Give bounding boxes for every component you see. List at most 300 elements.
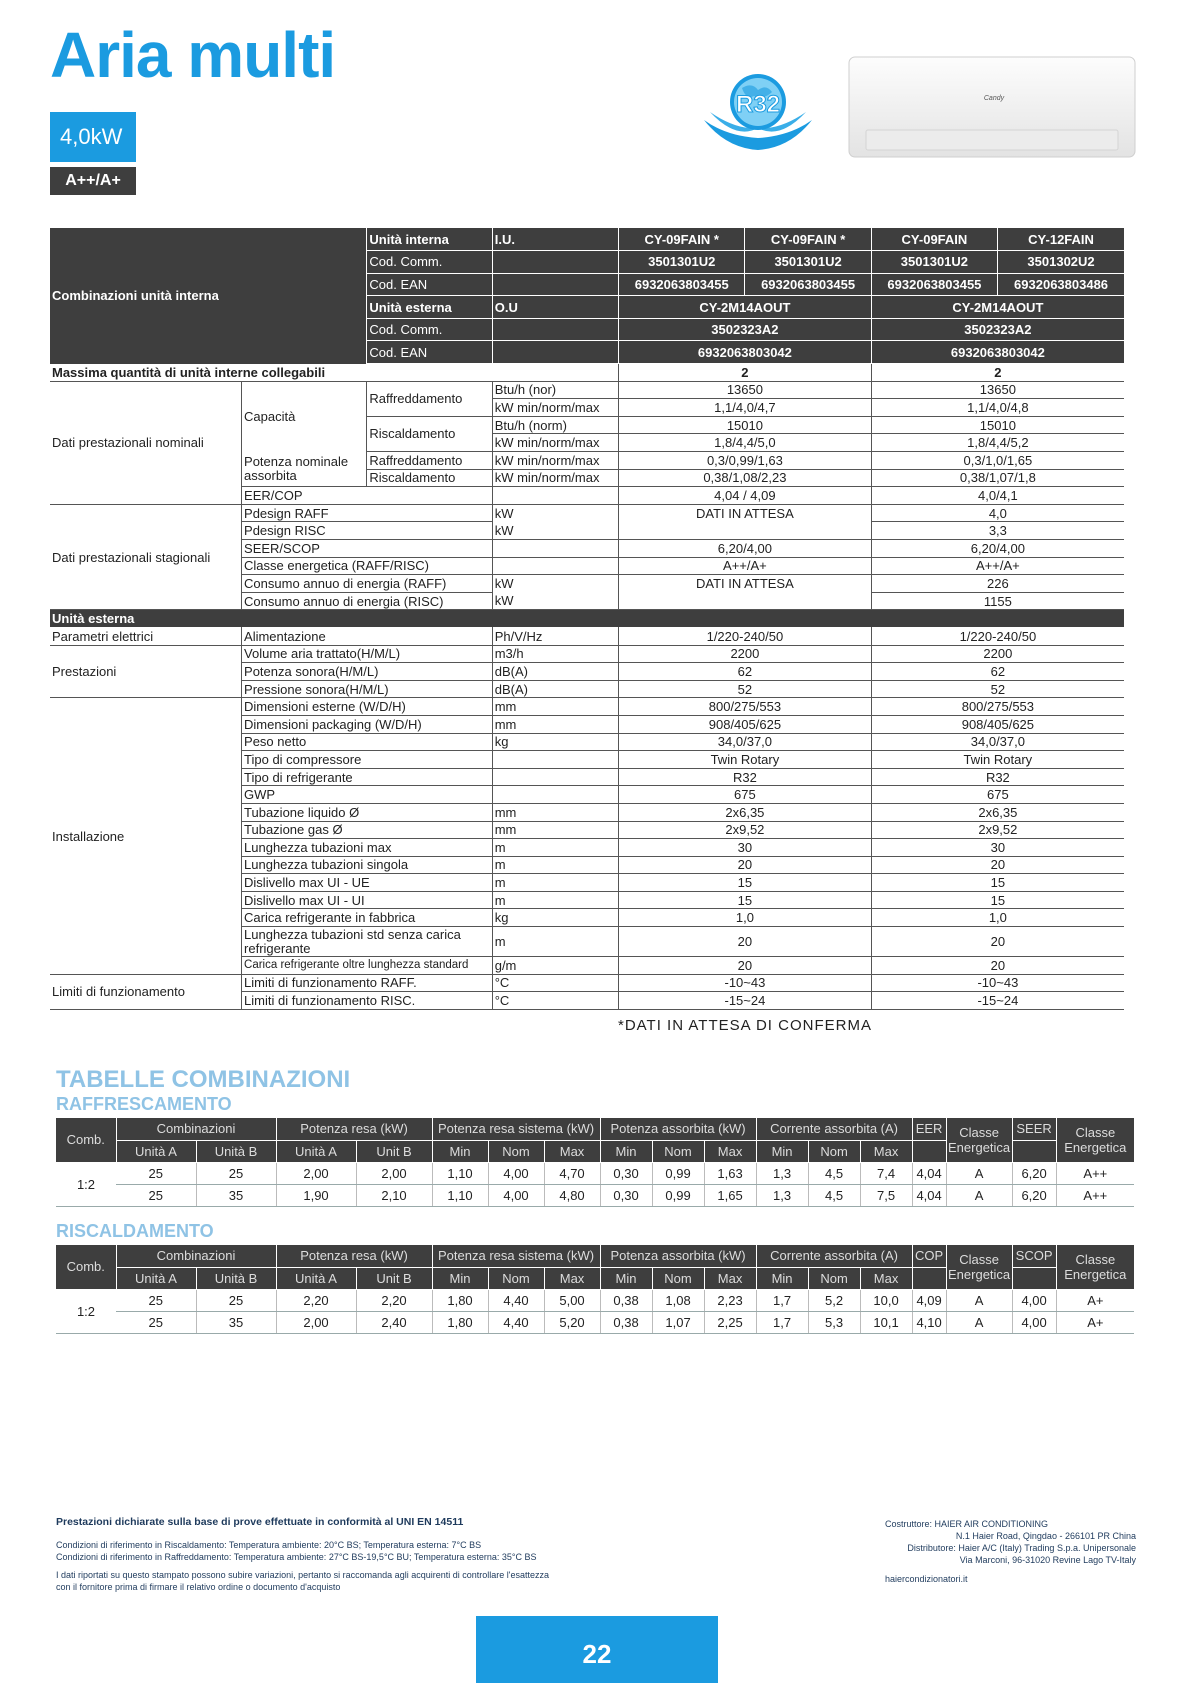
value-cell: 15 bbox=[871, 891, 1124, 909]
comb-ratio: 1:2 bbox=[56, 1289, 116, 1333]
install-row-label: Dislivello max UI - UI bbox=[242, 891, 493, 909]
install-row-label: Carica refrigerante in fabbrica bbox=[242, 909, 493, 927]
table-cell: 1,08 bbox=[652, 1289, 704, 1311]
table-row bbox=[56, 1311, 1134, 1333]
value-cell: 0,38/1,07/1,8 bbox=[871, 469, 1124, 487]
table-cell: 25 bbox=[196, 1289, 276, 1311]
table-cell: 7,5 bbox=[860, 1184, 912, 1206]
table-cell: 1,90 bbox=[276, 1184, 356, 1206]
stag-label: Dati prestazionali stagionali bbox=[50, 504, 242, 610]
nom-label: Dati prestazionali nominali bbox=[50, 381, 242, 504]
comb-label: Combinazioni unità interna bbox=[50, 228, 367, 364]
cod-ean-label: Cod. EAN bbox=[367, 273, 492, 296]
lim-raff-label: Limiti di funzionamento RAFF. bbox=[242, 974, 493, 992]
table-cell: 1,80 bbox=[432, 1289, 488, 1311]
carica-oltre-label: Carica refrigerante oltre lunghezza standard bbox=[242, 957, 493, 975]
th-empty bbox=[1012, 1140, 1056, 1162]
unit-label: °C bbox=[492, 974, 618, 992]
unit-label: kW min/norm/max bbox=[492, 434, 618, 452]
value-cell: 908/405/625 bbox=[871, 715, 1124, 733]
classe-label: Classe energetica (RAFF/RISC) bbox=[242, 557, 493, 575]
value-cell: 30 bbox=[871, 839, 1124, 857]
ue-section-header: Unità esterna bbox=[50, 610, 1124, 628]
footer-cond-raff: Condizioni di riferimento in Raffreddamento: Temperatura ambiente: 27°C BS-19,5°C BU; Temperatura esterna: 35°C BS bbox=[56, 1552, 537, 1562]
lung-std-label: Lunghezza tubazioni std senza carica refrigerante bbox=[242, 927, 493, 957]
table-cell: 1,07 bbox=[652, 1311, 704, 1333]
th-combinazioni: Combinazioni bbox=[116, 1245, 276, 1267]
unit-label bbox=[492, 786, 618, 804]
brand-text: Candy bbox=[983, 95, 1005, 102]
heating-title: RISCALDAMENTO bbox=[56, 1221, 214, 1241]
value-cell: 675 bbox=[871, 786, 1124, 804]
value-cell: 800/275/553 bbox=[871, 698, 1124, 716]
value-cell: 20 bbox=[871, 927, 1124, 957]
ue-comm: 3502323A2 bbox=[619, 318, 872, 341]
table-cell: A+ bbox=[1056, 1311, 1134, 1333]
value-cell: 30 bbox=[619, 839, 872, 857]
th-seer: SEER bbox=[1012, 1118, 1056, 1140]
install-row-label: Dimensioni packaging (W/D/H) bbox=[242, 715, 493, 733]
value-cell: 4,04 / 4,09 bbox=[619, 487, 872, 505]
th-sub: Unit B bbox=[356, 1267, 432, 1289]
ue-model: CY-2M14AOUT bbox=[619, 296, 872, 319]
value-cell: 2x9,52 bbox=[871, 821, 1124, 839]
th-sub: Unità B bbox=[196, 1140, 276, 1162]
table-cell: 5,2 bbox=[808, 1289, 860, 1311]
value-cell: 1,1/4,0/4,8 bbox=[871, 399, 1124, 417]
max-units-value: 2 bbox=[619, 364, 872, 382]
ui-label: Unità interna bbox=[367, 228, 492, 251]
table-cell: 0,38 bbox=[600, 1311, 652, 1333]
th-sub: Nom bbox=[488, 1140, 544, 1162]
ui-ean: 6932063803455 bbox=[871, 273, 997, 296]
heating-table bbox=[56, 1245, 1134, 1334]
pending-value: DATI IN ATTESA bbox=[619, 504, 872, 522]
unit-label: kW min/norm/max bbox=[492, 399, 618, 417]
ui-model: CY-09FAIN * bbox=[745, 228, 871, 251]
value-cell: 6,20/4,00 bbox=[871, 540, 1124, 558]
table-cell: 4,5 bbox=[808, 1162, 860, 1184]
th-sub: Unità A bbox=[276, 1140, 356, 1162]
th-classe: Classe Energetica bbox=[1056, 1245, 1134, 1289]
unit-label: m3/h bbox=[492, 645, 618, 663]
energy-class-badge: A++/A+ bbox=[50, 167, 136, 195]
raff-label: Raffreddamento bbox=[367, 381, 492, 416]
value-cell: 908/405/625 bbox=[619, 715, 872, 733]
th-sub: Min bbox=[756, 1267, 808, 1289]
ui-model: CY-09FAIN bbox=[871, 228, 997, 251]
value-cell: 2200 bbox=[871, 645, 1124, 663]
value-cell: 13650 bbox=[871, 381, 1124, 399]
potenza-label: Potenza nominale assorbita bbox=[242, 452, 367, 487]
value-cell: -10~43 bbox=[871, 974, 1124, 992]
th-sub: Min bbox=[756, 1140, 808, 1162]
value-cell: 52 bbox=[871, 680, 1124, 698]
table-cell: 0,30 bbox=[600, 1184, 652, 1206]
ui-comm: 3501301U2 bbox=[871, 251, 997, 274]
value-cell: 675 bbox=[619, 786, 872, 804]
footer-distributore: Distributore: Haier A/C (Italy) Trading S.p.a. Unipersonale bbox=[907, 1543, 1136, 1553]
install-row-label: Lunghezza tubazioni max bbox=[242, 839, 493, 857]
pending-value: DATI IN ATTESA bbox=[619, 575, 872, 593]
pson-label: Potenza sonora(H/M/L) bbox=[242, 663, 493, 681]
prson-label: Pressione sonora(H/M/L) bbox=[242, 680, 493, 698]
value-cell: 15 bbox=[619, 891, 872, 909]
ui-model: CY-09FAIN * bbox=[619, 228, 745, 251]
vol-label: Volume aria trattato(H/M/L) bbox=[242, 645, 493, 663]
th-sub: Nom bbox=[808, 1267, 860, 1289]
eer-label: EER/COP bbox=[242, 487, 493, 505]
value-cell: 15010 bbox=[871, 416, 1124, 434]
table-cell: 4,40 bbox=[488, 1311, 544, 1333]
th-sub: Unità B bbox=[196, 1267, 276, 1289]
value-cell: -15~24 bbox=[619, 992, 872, 1010]
raff-label: Raffreddamento bbox=[367, 452, 492, 470]
unit-label: kW bbox=[492, 575, 618, 593]
table-cell: A bbox=[946, 1162, 1012, 1184]
ue-ean: 6932063803042 bbox=[619, 341, 872, 364]
table-cell: 2,23 bbox=[704, 1289, 756, 1311]
th-classe: Classe Energetica bbox=[946, 1118, 1012, 1162]
th-sub: Min bbox=[600, 1140, 652, 1162]
r32-text: R32 bbox=[735, 91, 781, 118]
th-sub: Nom bbox=[652, 1140, 704, 1162]
unit-label: kW bbox=[492, 522, 618, 540]
table-cell: A bbox=[946, 1289, 1012, 1311]
value-cell: 4,0 bbox=[871, 504, 1124, 522]
combinations-title: TABELLE COMBINAZIONI bbox=[56, 1066, 351, 1093]
air-conditioner-image bbox=[848, 56, 1136, 158]
table-cell: 4,70 bbox=[544, 1162, 600, 1184]
table-cell: 1,63 bbox=[704, 1162, 756, 1184]
unit-label: mm bbox=[492, 715, 618, 733]
table-cell: 25 bbox=[196, 1162, 276, 1184]
unit-label: m bbox=[492, 874, 618, 892]
table-cell: 0,99 bbox=[652, 1162, 704, 1184]
value-cell: 1,1/4,0/4,7 bbox=[619, 399, 872, 417]
value-cell: 1,8/4,4/5,0 bbox=[619, 434, 872, 452]
value-cell: 4,0/4,1 bbox=[871, 487, 1124, 505]
th-sub: Max bbox=[704, 1140, 756, 1162]
table-cell: 35 bbox=[196, 1184, 276, 1206]
prest-label: Prestazioni bbox=[50, 645, 242, 698]
th-scop: SCOP bbox=[1012, 1245, 1056, 1267]
value-cell: 0,3/1,0/1,65 bbox=[871, 452, 1124, 470]
table-cell: 25 bbox=[116, 1184, 196, 1206]
table-cell: 2,20 bbox=[356, 1289, 432, 1311]
value-cell: A++/A+ bbox=[871, 557, 1124, 575]
unit-label: kg bbox=[492, 733, 618, 751]
table-cell: 0,30 bbox=[600, 1162, 652, 1184]
value-cell: 1,0 bbox=[871, 909, 1124, 927]
ue-ean: 6932063803042 bbox=[871, 341, 1124, 364]
footer-cond-risc: Condizioni di riferimento in Riscaldamento: Temperatura ambiente: 20°C BS; Temperatura esterna: 7°C BS bbox=[56, 1540, 482, 1550]
table-row bbox=[56, 1289, 1134, 1311]
value-cell: 2x6,35 bbox=[619, 803, 872, 821]
table-cell: A+ bbox=[1056, 1289, 1134, 1311]
cooling-title: RAFFRESCAMENTO bbox=[56, 1094, 232, 1114]
th-comb: Comb. bbox=[56, 1118, 116, 1162]
th-corrente: Corrente assorbita (A) bbox=[756, 1118, 912, 1140]
unit-label: m bbox=[492, 927, 618, 957]
th-sub: Min bbox=[432, 1140, 488, 1162]
th-pot-ass: Potenza assorbita (kW) bbox=[600, 1118, 756, 1140]
value-cell: 226 bbox=[871, 575, 1124, 593]
th-sub: Unit B bbox=[356, 1140, 432, 1162]
r32-globe-icon bbox=[696, 70, 820, 152]
ue-code: O.U bbox=[492, 296, 618, 319]
table-cell: 35 bbox=[196, 1311, 276, 1333]
table-cell: 1,80 bbox=[432, 1311, 488, 1333]
footer-costruttore: Costruttore: HAIER AIR CONDITIONING bbox=[885, 1519, 1049, 1529]
table-cell: 2,00 bbox=[276, 1311, 356, 1333]
value-cell: 0,38/1,08/2,23 bbox=[619, 469, 872, 487]
th-comb: Comb. bbox=[56, 1245, 116, 1289]
value-cell: 3,3 bbox=[871, 522, 1124, 540]
unit-label: m bbox=[492, 839, 618, 857]
unit-label: dB(A) bbox=[492, 663, 618, 681]
value-cell: 34,0/37,0 bbox=[871, 733, 1124, 751]
ui-comm: 3501301U2 bbox=[745, 251, 871, 274]
table-cell: 4,80 bbox=[544, 1184, 600, 1206]
seer-label: SEER/SCOP bbox=[242, 540, 493, 558]
th-sub: Unità A bbox=[276, 1267, 356, 1289]
value-cell: 15010 bbox=[619, 416, 872, 434]
install-row-label: Peso netto bbox=[242, 733, 493, 751]
value-cell: 2x9,52 bbox=[619, 821, 872, 839]
th-corrente: Corrente assorbita (A) bbox=[756, 1245, 912, 1267]
value-cell: R32 bbox=[619, 768, 872, 786]
value-cell: 15 bbox=[619, 874, 872, 892]
install-row-label: Dimensioni esterne (W/D/H) bbox=[242, 698, 493, 716]
unit-label: kg bbox=[492, 909, 618, 927]
footer-title: Prestazioni dichiarate sulla base di prove effettuate in conformità al UNI EN 14511 bbox=[56, 1516, 464, 1528]
value-cell: 20 bbox=[619, 856, 872, 874]
table-cell: 4,00 bbox=[1012, 1311, 1056, 1333]
th-cop: COP bbox=[912, 1245, 946, 1267]
max-units-value: 2 bbox=[871, 364, 1124, 382]
ui-comm: 3501301U2 bbox=[619, 251, 745, 274]
pdesign-risc-label: Pdesign RISC bbox=[242, 522, 493, 540]
table-cell: 4,10 bbox=[912, 1311, 946, 1333]
value-cell: -15~24 bbox=[871, 992, 1124, 1010]
th-sub: Unità A bbox=[116, 1140, 196, 1162]
table-cell: 10,0 bbox=[860, 1289, 912, 1311]
ui-model: CY-12FAIN bbox=[998, 228, 1124, 251]
table-cell: 0,38 bbox=[600, 1289, 652, 1311]
unit-label: Btu/h (nor) bbox=[492, 381, 618, 399]
table-cell: 25 bbox=[116, 1311, 196, 1333]
table-cell: 4,00 bbox=[488, 1184, 544, 1206]
unit-label: g/m bbox=[492, 957, 618, 975]
value-cell: -10~43 bbox=[619, 974, 872, 992]
install-row-label: GWP bbox=[242, 786, 493, 804]
table-cell: 6,20 bbox=[1012, 1162, 1056, 1184]
page-title: Aria multi bbox=[50, 19, 336, 91]
th-pot-resa: Potenza resa (kW) bbox=[276, 1118, 432, 1140]
table-cell: 2,10 bbox=[356, 1184, 432, 1206]
ui-ean: 6932063803455 bbox=[745, 273, 871, 296]
value-cell: 800/275/553 bbox=[619, 698, 872, 716]
table-cell: 2,40 bbox=[356, 1311, 432, 1333]
th-pot-sist: Potenza resa sistema (kW) bbox=[432, 1118, 600, 1140]
table-cell: 25 bbox=[116, 1162, 196, 1184]
footer-website[interactable]: haiercondizionatori.it bbox=[885, 1574, 968, 1584]
risc-label: Riscaldamento bbox=[367, 416, 492, 451]
inst-label: Installazione bbox=[50, 698, 242, 974]
th-eer: EER bbox=[912, 1118, 946, 1140]
unit-label: m bbox=[492, 856, 618, 874]
unit-label: Btu/h (norm) bbox=[492, 416, 618, 434]
table-cell: 7,4 bbox=[860, 1162, 912, 1184]
table-row bbox=[56, 1184, 1134, 1206]
table-cell: 5,20 bbox=[544, 1311, 600, 1333]
unit-label: °C bbox=[492, 992, 618, 1010]
th-sub: Unità A bbox=[116, 1267, 196, 1289]
page-number: 22 bbox=[476, 1616, 718, 1683]
value-cell: 1155 bbox=[871, 592, 1124, 610]
table-cell: 4,09 bbox=[912, 1289, 946, 1311]
value-cell: 13650 bbox=[619, 381, 872, 399]
table-cell: A++ bbox=[1056, 1184, 1134, 1206]
elett-label: Parametri elettrici bbox=[50, 627, 242, 645]
install-row-label: Tubazione liquido Ø bbox=[242, 803, 493, 821]
value-cell: Twin Rotary bbox=[871, 751, 1124, 769]
th-sub: Nom bbox=[652, 1267, 704, 1289]
power-badge: 4,0kW bbox=[50, 112, 136, 162]
unit-label: kW bbox=[492, 504, 618, 522]
unit-label: mm bbox=[492, 698, 618, 716]
table-cell: 1,10 bbox=[432, 1162, 488, 1184]
value-cell: 1,0 bbox=[619, 909, 872, 927]
pdesign-raff-label: Pdesign RAFF bbox=[242, 504, 493, 522]
table-cell: 1,65 bbox=[704, 1184, 756, 1206]
alim-label: Alimentazione bbox=[242, 627, 493, 645]
th-sub: Max bbox=[704, 1267, 756, 1289]
unit-label: kW min/norm/max bbox=[492, 469, 618, 487]
th-classe: Classe Energetica bbox=[1056, 1118, 1134, 1162]
table-cell: 4,04 bbox=[912, 1184, 946, 1206]
footer-disclaimer-2: con il fornitore prima di firmare il relativo ordine o documento d'acquisto bbox=[56, 1582, 341, 1592]
table-cell: 5,3 bbox=[808, 1311, 860, 1333]
table-cell: 6,20 bbox=[1012, 1184, 1056, 1206]
th-sub: Max bbox=[860, 1267, 912, 1289]
th-classe: Classe Energetica bbox=[946, 1245, 1012, 1289]
pending-note: *DATI IN ATTESA DI CONFERMA bbox=[618, 1017, 872, 1034]
capacita-label: Capacità bbox=[242, 381, 367, 451]
th-empty bbox=[912, 1267, 946, 1289]
install-row-label: Tipo di refrigerante bbox=[242, 768, 493, 786]
max-units-label: Massima quantità di unità interne collegabili bbox=[50, 364, 619, 382]
th-sub: Max bbox=[544, 1140, 600, 1162]
value-cell: Twin Rotary bbox=[619, 751, 872, 769]
unit-label: kW min/norm/max bbox=[492, 452, 618, 470]
th-sub: Nom bbox=[808, 1140, 860, 1162]
footer-disclaimer-1: I dati riportati su questo stampato possono subire variazioni, pertanto si raccomanda agli acquirenti di controllare l'esattezza bbox=[56, 1570, 549, 1580]
footer-addr-1: N.1 Haier Road, Qingdao - 266101 PR China bbox=[955, 1531, 1136, 1541]
table-cell: 2,25 bbox=[704, 1311, 756, 1333]
unit-label: mm bbox=[492, 821, 618, 839]
table-cell: 10,1 bbox=[860, 1311, 912, 1333]
value-cell: 62 bbox=[871, 663, 1124, 681]
table-cell: 0,99 bbox=[652, 1184, 704, 1206]
table-cell: 5,00 bbox=[544, 1289, 600, 1311]
th-sub: Max bbox=[544, 1267, 600, 1289]
value-cell: A++/A+ bbox=[619, 557, 872, 575]
unit-label: dB(A) bbox=[492, 680, 618, 698]
th-sub: Min bbox=[432, 1267, 488, 1289]
table-cell: 2,00 bbox=[276, 1162, 356, 1184]
value-cell: 20 bbox=[619, 957, 872, 975]
ue-label: Unità esterna bbox=[367, 296, 492, 319]
table-row bbox=[56, 1162, 1134, 1184]
table-cell: 4,40 bbox=[488, 1289, 544, 1311]
ui-comm: 3501302U2 bbox=[998, 251, 1124, 274]
footer-addr-2: Via Marconi, 96-31020 Revine Lago TV-Italy bbox=[959, 1555, 1136, 1565]
table-cell: 2,00 bbox=[356, 1162, 432, 1184]
unit-label bbox=[492, 768, 618, 786]
cod-comm-label: Cod. Comm. bbox=[367, 318, 492, 341]
table-cell: 2,20 bbox=[276, 1289, 356, 1311]
value-cell: 20 bbox=[619, 927, 872, 957]
table-cell: 4,04 bbox=[912, 1162, 946, 1184]
table-cell: 4,00 bbox=[488, 1162, 544, 1184]
value-cell: 6,20/4,00 bbox=[619, 540, 872, 558]
install-row-label: Dislivello max UI - UE bbox=[242, 874, 493, 892]
table-cell: 4,5 bbox=[808, 1184, 860, 1206]
table-cell: 1,7 bbox=[756, 1289, 808, 1311]
install-row-label: Lunghezza tubazioni singola bbox=[242, 856, 493, 874]
th-pot-sist: Potenza resa sistema (kW) bbox=[432, 1245, 600, 1267]
ue-model: CY-2M14AOUT bbox=[871, 296, 1124, 319]
value-cell: 20 bbox=[871, 856, 1124, 874]
lim-risc-label: Limiti di funzionamento RISC. bbox=[242, 992, 493, 1010]
table-cell: 1,3 bbox=[756, 1184, 808, 1206]
table-cell: A bbox=[946, 1311, 1012, 1333]
th-empty bbox=[912, 1140, 946, 1162]
th-sub: Min bbox=[600, 1267, 652, 1289]
install-row-label: Tubazione gas Ø bbox=[242, 821, 493, 839]
unit-label bbox=[492, 751, 618, 769]
value-cell: 1/220-240/50 bbox=[871, 627, 1124, 645]
value-cell: 1,8/4,4/5,2 bbox=[871, 434, 1124, 452]
table-cell: 25 bbox=[116, 1289, 196, 1311]
cod-comm-label: Cod. Comm. bbox=[367, 251, 492, 274]
table-cell: 1,7 bbox=[756, 1311, 808, 1333]
value-cell: 20 bbox=[871, 957, 1124, 975]
th-pot-resa: Potenza resa (kW) bbox=[276, 1245, 432, 1267]
ui-code: I.U. bbox=[492, 228, 618, 251]
cooling-table bbox=[56, 1118, 1134, 1207]
unit-label: mm bbox=[492, 803, 618, 821]
ui-ean: 6932063803486 bbox=[998, 273, 1124, 296]
cons-risc-label: Consumo annuo di energia (RISC) bbox=[242, 592, 493, 610]
value-cell: 1/220-240/50 bbox=[619, 627, 872, 645]
install-row-label: Tipo di compressore bbox=[242, 751, 493, 769]
th-sub: Max bbox=[860, 1140, 912, 1162]
cons-raff-label: Consumo annuo di energia (RAFF) bbox=[242, 575, 493, 593]
value-cell: 62 bbox=[619, 663, 872, 681]
th-pot-ass: Potenza assorbita (kW) bbox=[600, 1245, 756, 1267]
value-cell: 0,3/0,99/1,63 bbox=[619, 452, 872, 470]
th-empty bbox=[1012, 1267, 1056, 1289]
ui-ean: 6932063803455 bbox=[619, 273, 745, 296]
table-cell: A++ bbox=[1056, 1162, 1134, 1184]
value-cell: 34,0/37,0 bbox=[619, 733, 872, 751]
cod-ean-label: Cod. EAN bbox=[367, 341, 492, 364]
th-combinazioni: Combinazioni bbox=[116, 1118, 276, 1140]
table-cell: 1,3 bbox=[756, 1162, 808, 1184]
